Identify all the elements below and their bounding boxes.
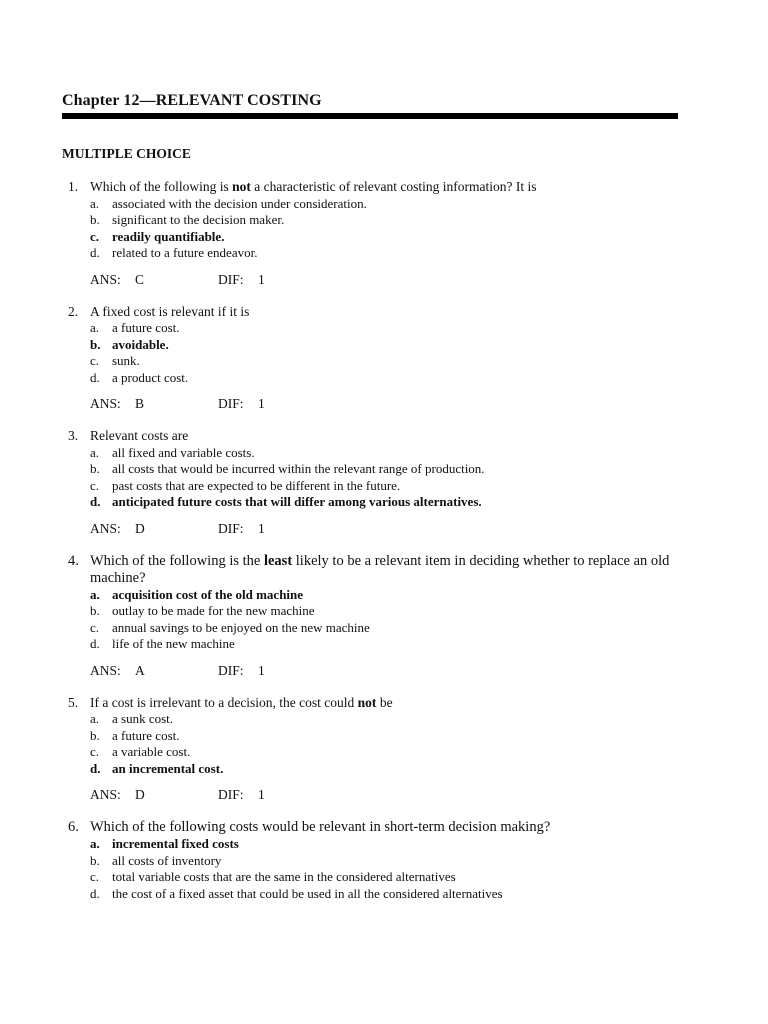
choice-correct [0, 494, 768, 511]
question-stem-text: a characteristic of relevant costing information? It is [250, 179, 537, 194]
choice-text: avoidable. [112, 336, 169, 352]
question-stem-text: likely to be a relevant item in deciding whether to replace an old machine? [90, 552, 670, 586]
difficulty-label: DIF: [218, 271, 244, 287]
choice [0, 196, 768, 213]
choice [0, 478, 768, 495]
choice [0, 886, 768, 903]
choice [0, 320, 768, 337]
difficulty-label: DIF: [218, 396, 244, 411]
choice-text: a future cost. [112, 727, 180, 743]
answer-value: D [135, 787, 145, 802]
choice-text: incremental fixed costs [112, 836, 239, 851]
choice-text: annual savings to be enjoyed on the new machine [112, 619, 370, 635]
choice-list [0, 196, 768, 262]
choice [0, 869, 768, 886]
choice-letter: d. [90, 636, 100, 651]
choice-letter: a. [90, 586, 100, 602]
choice-text: the cost of a fixed asset that could be used in all the considered alternatives [112, 885, 503, 901]
choice-list [0, 320, 768, 386]
question-number: 5. [68, 694, 79, 710]
question-stem [0, 304, 690, 321]
choice [0, 744, 768, 761]
question-stem-text: If a cost is irrelevant to a decision, the cost could [90, 694, 358, 710]
choice-letter: c. [90, 744, 100, 759]
question-stem-emphasis: not [357, 694, 377, 710]
choice-text: all costs that would be incurred within the relevant range of production. [112, 461, 485, 476]
question-stem-text: Which of the following costs would be relevant in short-term decision making? [90, 819, 551, 835]
question-number: 4. [68, 552, 79, 569]
choice-letter: d. [90, 494, 101, 509]
question-3 [0, 428, 768, 537]
choice-letter: c. [90, 353, 100, 368]
question-2 [0, 304, 768, 413]
choice-text: related to a future endeavor. [112, 245, 258, 260]
answer-value: B [135, 396, 145, 411]
choice-letter: d. [90, 885, 100, 901]
question-list [0, 179, 768, 918]
choice-text: past costs that are expected to be different in the future. [112, 477, 401, 493]
choice-letter: d. [90, 369, 100, 385]
choice-letter: c. [90, 228, 100, 244]
answer-label: ANS: [90, 271, 121, 287]
choice-correct [0, 587, 768, 604]
choice [0, 636, 768, 653]
choice-correct [0, 337, 768, 354]
choice-letter: b. [90, 461, 100, 476]
choice-list [0, 836, 768, 902]
choice-text: all fixed and variable costs. [112, 444, 255, 460]
difficulty-value: 1 [258, 787, 265, 802]
question-number: 6. [68, 819, 79, 835]
choice-letter: b. [90, 336, 101, 352]
choice-text: all costs of inventory [112, 852, 222, 868]
question-stem [0, 695, 690, 712]
answer-label: ANS: [90, 662, 121, 678]
choice-letter: a. [90, 711, 100, 726]
question-number: 1. [68, 179, 79, 194]
choice-text: an incremental cost. [112, 760, 224, 776]
choice-text: total variable costs that are the same in the considered alternatives [112, 869, 456, 884]
answer-value: D [135, 520, 145, 536]
choice [0, 728, 768, 745]
choice-letter: b. [90, 603, 100, 618]
choice-text: a sunk cost. [112, 711, 174, 726]
answer-line [0, 787, 768, 803]
choice [0, 370, 768, 387]
difficulty-label: DIF: [218, 662, 244, 678]
question-stem [0, 819, 690, 836]
choice-correct [0, 836, 768, 853]
difficulty-value: 1 [258, 396, 265, 411]
answer-label: ANS: [90, 396, 121, 411]
question-stem-text: Which of the following is the [90, 552, 264, 569]
question-stem-text: be [376, 694, 393, 710]
title-rule [62, 113, 678, 119]
question-stem [0, 428, 690, 445]
choice-letter: d. [90, 245, 100, 260]
choice-correct [0, 761, 768, 778]
answer-value: A [135, 662, 145, 678]
question-6 [0, 819, 768, 902]
question-1 [0, 179, 768, 288]
choice-letter: a. [90, 195, 100, 211]
difficulty-value: 1 [258, 271, 265, 287]
choice [0, 711, 768, 728]
answer-label: ANS: [90, 520, 121, 536]
choice-correct [0, 229, 768, 246]
choice [0, 212, 768, 229]
question-4 [0, 553, 768, 679]
choice-text: a product cost. [112, 369, 189, 385]
choice-text: associated with the decision under consideration. [112, 195, 367, 211]
choice [0, 461, 768, 478]
choice-letter: a. [90, 836, 100, 851]
choice-letter: a. [90, 320, 100, 335]
choice-letter: c. [90, 477, 100, 493]
question-stem-text: Relevant costs are [90, 428, 189, 443]
choice-list [0, 711, 768, 777]
question-stem [0, 179, 690, 196]
question-number: 2. [68, 303, 79, 319]
choice-letter: b. [90, 212, 100, 227]
question-stem-emphasis: not [232, 179, 251, 194]
question-number: 3. [68, 428, 79, 443]
difficulty-label: DIF: [218, 787, 244, 802]
question-stem-text: A fixed cost is relevant if it is [90, 303, 250, 319]
choice-letter: a. [90, 444, 100, 460]
choice [0, 445, 768, 462]
chapter-title: Chapter 12—RELEVANT COSTING [62, 92, 322, 109]
choice [0, 620, 768, 637]
choice-letter: c. [90, 619, 100, 635]
choice-text: life of the new machine [112, 636, 235, 651]
question-stem-text: Which of the following is [90, 179, 233, 194]
choice [0, 603, 768, 620]
choice-text: anticipated future costs that will differ among various alternatives. [112, 494, 482, 509]
choice-text: readily quantifiable. [112, 228, 225, 244]
choice [0, 245, 768, 262]
answer-line [0, 396, 768, 412]
choice-text: outlay to be made for the new machine [112, 603, 315, 618]
question-5 [0, 695, 768, 804]
choice [0, 353, 768, 370]
difficulty-value: 1 [258, 662, 265, 678]
difficulty-label: DIF: [218, 520, 244, 536]
choice-list [0, 445, 768, 511]
answer-value: C [135, 271, 145, 287]
question-stem [0, 553, 690, 587]
choice-text: acquisition cost of the old machine [112, 586, 304, 602]
choice-letter: b. [90, 852, 100, 868]
choice [0, 853, 768, 870]
answer-label: ANS: [90, 787, 121, 802]
answer-line [0, 663, 768, 679]
choice-text: a variable cost. [112, 744, 191, 759]
choice-text: a future cost. [112, 320, 180, 335]
choice-text: sunk. [112, 353, 140, 368]
question-stem-emphasis: least [263, 552, 293, 569]
choice-letter: b. [90, 727, 100, 743]
choice-letter: c. [90, 869, 100, 884]
answer-line [0, 521, 768, 537]
answer-line [0, 272, 768, 288]
difficulty-value: 1 [258, 520, 265, 536]
choice-list [0, 587, 768, 653]
section-title: MULTIPLE CHOICE [62, 146, 191, 161]
choice-letter: d. [90, 760, 101, 776]
choice-text: significant to the decision maker. [112, 212, 285, 227]
